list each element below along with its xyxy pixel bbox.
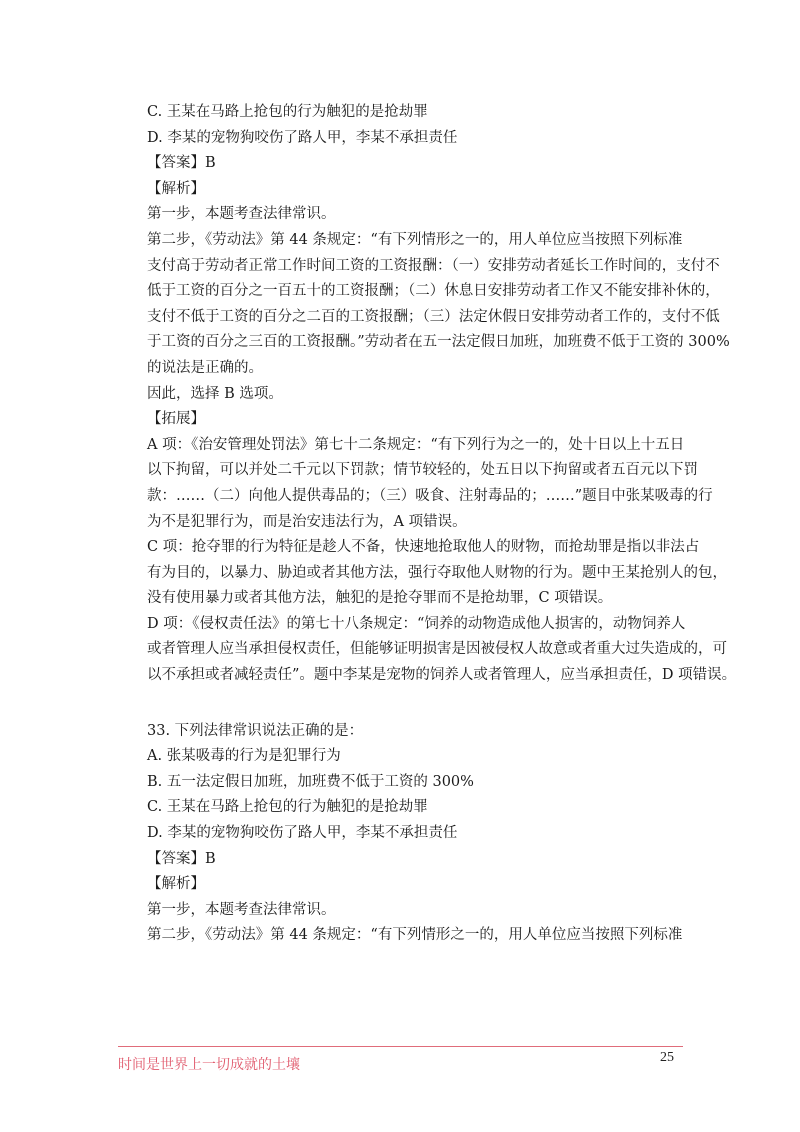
question-33-step-1: 第一步，本题考查法律常识。 xyxy=(147,901,336,918)
question-33-analysis-label: 【解析】 xyxy=(147,876,205,893)
section-gap xyxy=(147,689,687,719)
extension-d-line-1: D 项：《侵权责任法》的第七十八条规定：“饲养的动物造成他人损害的，动物饲养人 xyxy=(147,615,686,632)
question-33-option-a: A. 张某吸毒的行为是犯罪行为 xyxy=(147,748,341,765)
extension-a-line-1: A 项：《治安管理处罚法》第七十二条规定：“有下列行为之一的，处十日以上十五日 xyxy=(147,436,685,453)
extension-a-line-4: 为不是犯罪行为，而是治安违法行为，A 项错误。 xyxy=(147,513,467,530)
question-33-option-b: B. 五一法定假日加班，加班费不低于工资的 300% xyxy=(147,773,474,790)
question-33-option-d: D. 李某的宠物狗咬伤了路人甲，李某不承担责任 xyxy=(147,825,458,842)
question-33-option-c: C. 王某在马路上抢包的行为触犯的是抢劫罪 xyxy=(147,799,428,816)
analysis-label: 【解析】 xyxy=(147,180,205,197)
analysis-step-2-line-1: 第二步，《劳动法》第 44 条规定：“有下列情形之一的，用人单位应当按照下列标准 xyxy=(147,231,683,248)
top-block xyxy=(147,100,737,689)
option-c: C. 王某在马路上抢包的行为触犯的是抢劫罪 xyxy=(147,104,428,120)
extension-c-line-1: C 项：抢夺罪的行为特征是趁人不备，快速地抢取他人的财物，而抢劫罪是指以非法占 xyxy=(147,539,700,556)
page-number: 25 xyxy=(660,1050,674,1065)
extension-d-line-3: 以不承担或者减轻责任”。题中李某是宠物的饲养人或者管理人，应当承担责任，D 项错误。 xyxy=(147,667,737,684)
footer-slogan: 时间是世界上一切成就的土壤 xyxy=(118,1057,300,1073)
extension-c-line-2: 有为目的，以暴力、胁迫或者其他方法，强行夺取他人财物的行为。题中王某抢别人的包， xyxy=(147,564,727,581)
extension-c-line-3: 没有使用暴力或者其他方法，触犯的是抢夺罪而不是抢劫罪，C 项错误。 xyxy=(147,590,613,607)
analysis-step-2-line-3: 低于工资的百分之一百五十的工资报酬；（二）休息日安排劳动者工作又不能安排补休的， xyxy=(147,283,720,300)
document-body xyxy=(147,100,737,949)
analysis-step-2-line-4: 支付不低于工资的百分之二百的工资报酬；（三）法定休假日安排劳动者工作的，支付不低 xyxy=(147,308,720,325)
analysis-step-2-line-2: 支付高于劳动者正常工作时间工资的工资报酬：（一）安排劳动者延长工作时间的，支付不 xyxy=(147,257,720,274)
analysis-step-2-line-5: 于工资的百分之三百的工资报酬。”劳动者在五一法定假日加班，加班费不低于工资的 300% xyxy=(147,334,730,351)
conclusion: 因此，选择 B 选项。 xyxy=(147,385,283,402)
question-33-answer: 【答案】B xyxy=(147,850,216,867)
footer-divider xyxy=(118,1046,683,1047)
extension-d-line-2: 或者管理人应当承担侵权责任，但能够证明损害是因被侵权人故意或者重大过失造成的，可 xyxy=(147,641,727,658)
question-33 xyxy=(147,719,687,949)
analysis-step-2-line-6: 的说法是正确的。 xyxy=(147,359,263,376)
analysis-step-1: 第一步，本题考查法律常识。 xyxy=(147,206,336,223)
extension-a-line-3: 款：……（二）向他人提供毒品的；（三）吸食、注射毒品的；……”题目中张某吸毒的行 xyxy=(147,487,713,504)
extension-a-line-2: 以下拘留，可以并处二千元以下罚款；情节较轻的，处五日以下拘留或者五百元以下罚 xyxy=(147,462,698,479)
extension-label: 【拓展】 xyxy=(147,411,205,428)
question-33-step-2: 第二步，《劳动法》第 44 条规定：“有下列情形之一的，用人单位应当按照下列标准 xyxy=(147,927,683,944)
question-33-stem: 33. 下列法律常识说法正确的是： xyxy=(147,722,364,739)
option-d: D. 李某的宠物狗咬伤了路人甲，李某不承担责任 xyxy=(147,129,458,146)
answer-label: 【答案】B xyxy=(147,155,216,172)
